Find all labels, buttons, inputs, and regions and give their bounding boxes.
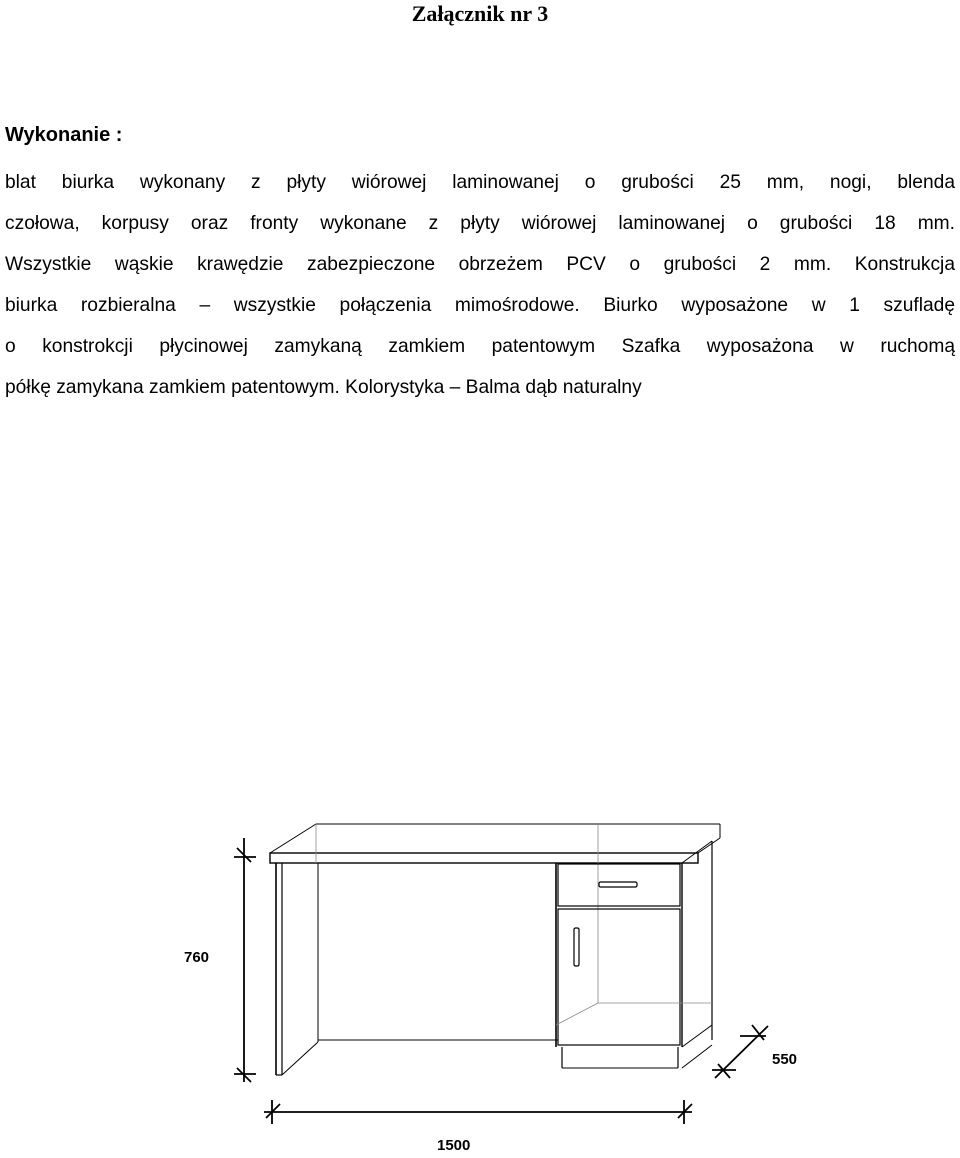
height-dimension-line [234, 838, 256, 1082]
desk-technical-drawing [0, 790, 960, 1158]
paragraph-line: blat biurka wykonany z płyty wiórowej laminowanej o grubości 25 mm, nogi, blenda [5, 172, 955, 193]
width-dimension-line [264, 1100, 692, 1124]
paragraph-line: o konstrokcji płycinowej zamykaną zamkiem patentowym Szafka wyposażona w ruchomą [5, 336, 955, 357]
paragraph-line: Wszystkie wąskie krawędzie zabezpieczone obrzeżem PCV o grubości 2 mm. Konstrukcja [5, 254, 955, 275]
depth-dimension-line [712, 1025, 768, 1078]
paragraph-line: półkę zamykana zamkiem patentowym. Kolorystyka – Balma dąb naturalny [5, 377, 642, 398]
depth-dimension-label: 550 [772, 1051, 798, 1068]
description-paragraph [5, 162, 955, 408]
paragraph-line: biurka rozbieralna – wszystkie połączenia mimośrodowe. Biurko wyposażone w 1 szufladę [5, 295, 955, 316]
document-title: Załącznik nr 3 [411, 1, 549, 26]
paragraph-line: czołowa, korpusy oraz fronty wykonane z płyty wiórowej laminowanej o grubości 18 mm. [5, 213, 955, 234]
section-heading: Wykonanie : [5, 124, 123, 146]
width-dimension-label: 1500 [437, 1137, 471, 1154]
desk-outline [270, 824, 720, 1075]
height-dimension-label: 760 [184, 949, 210, 966]
